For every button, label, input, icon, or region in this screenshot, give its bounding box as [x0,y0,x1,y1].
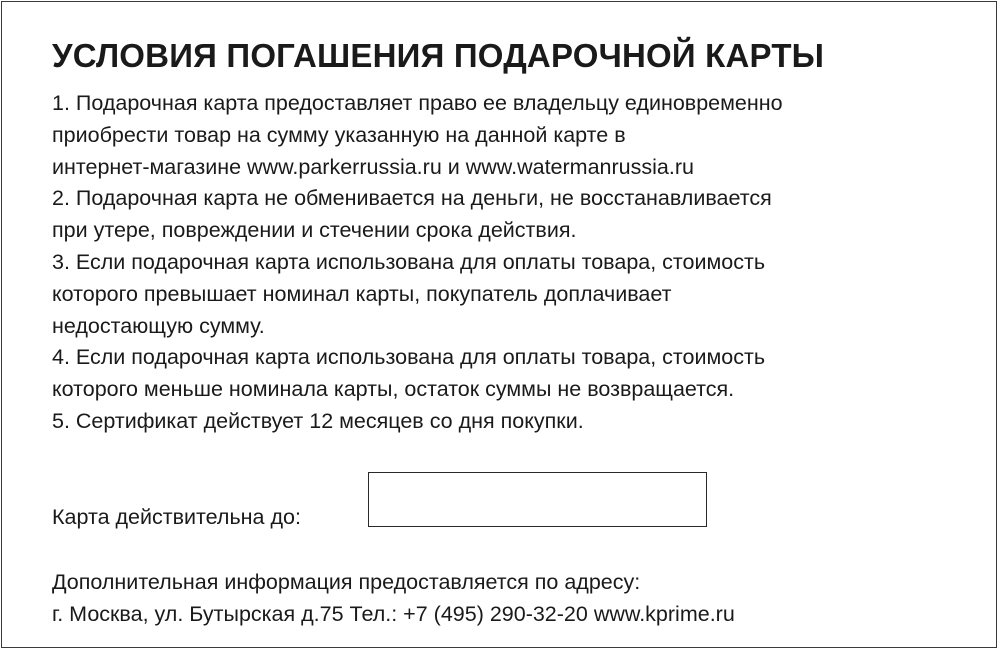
condition-line: недостающую сумму. [52,313,265,338]
gift-card-terms [1,1,997,648]
condition-line: 4. Если подарочная карта использована для оплаты товара, стоимость [52,345,766,370]
condition-line: которого меньше номинала карты, остаток суммы не возвращается. [52,377,735,402]
condition-line: 3. Если подарочная карта использована для оплаты товара, стоимость [52,249,766,274]
condition-line: 1. Подарочная карта предоставляет право ее владельцу единовременно [52,91,783,115]
condition-line: приобрести товар на сумму указанную на данной карте в [52,122,626,147]
condition-line: при утере, повреждении и стечении срока действия. [52,218,577,243]
validity-label: Карта действительна до: [52,505,301,529]
info-line-1: Дополнительная информация предоставляется по адресу: [52,570,641,594]
condition-item-5 [52,406,932,438]
info-line-2: г. Москва, ул. Бутырская д.75 Тел.: +7 (495) 290-32-20 www.kprime.ru [52,602,735,626]
additional-info [52,566,735,630]
condition-item-1 [52,88,932,183]
page-title: УСЛОВИЯ ПОГАШЕНИЯ ПОДАРОЧНОЙ КАРТЫ [52,37,825,74]
condition-item-3 [52,247,932,342]
condition-line: интернет-магазине www.parkerrussia.ru и www.watermanrussia.ru [52,154,694,179]
condition-line: 2. Подарочная карта не обменивается на деньги, не восстанавливается [52,186,772,211]
condition-line: которого превышает номинал карты, покупатель доплачивает [52,281,672,306]
condition-item-4 [52,342,932,406]
condition-line: 5. Сертификат действует 12 месяцев со дня покупки. [52,408,584,433]
validity-date-box[interactable] [368,472,707,527]
conditions-list [52,88,932,438]
condition-item-2 [52,183,932,247]
